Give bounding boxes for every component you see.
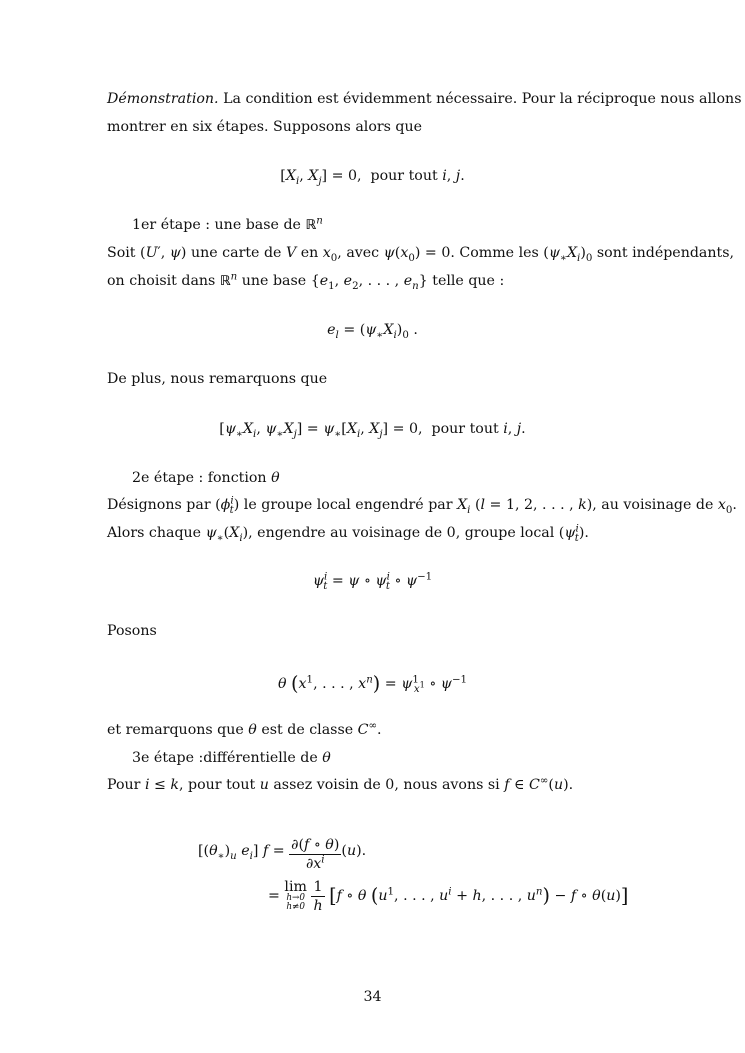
step1-line-1: Soit (U′, ψ) une carte de V en $x_0$, avec $\psi(x_0) = 0$. Comme les $(\psi_∗X_i)_0$ sont indépendants, bbox=[107, 245, 735, 264]
de-plus-line: De plus, nous remarquons que bbox=[107, 371, 328, 387]
equation-theta-definition: θ ($x^1$, . . . , $x^n) = \psi^1_{x^1}$ ∘ $\psi^{-1}$ bbox=[277, 672, 468, 695]
equation-differential-line-1: [$(\theta_∗)_u$ $e_i$] f = $\frac{\partial(f \circ \theta)}{\partial x^i}$ (u). bbox=[198, 837, 367, 873]
step1-title: 1er étape : une base de ℝ$^n$ bbox=[132, 215, 323, 233]
equation-pushforward-commutator: [$\psi_∗X_i$, $\psi_∗X_j] = \psi_∗[X_i$, $X_j] = 0$, pour tout i, j. bbox=[219, 421, 526, 440]
step2-line-1: Désignons par $(\phi^i_t)$ le groupe local engendré par $X_i$ (l = 1, 2, . . . , k), au voisinage de $x_0$. bbox=[107, 495, 737, 516]
proof-intro-line-2: montrer en six étapes. Supposons alors que bbox=[107, 119, 423, 135]
remark-line: et remarquons que θ est de classe C∞. bbox=[107, 720, 382, 738]
equation-basis: $e_l = (\psi_∗X_i)_0$ . bbox=[327, 322, 418, 341]
proof-intro-line bbox=[107, 91, 742, 107]
step1-line-2: on choisit dans ℝ$^n$ une base {$e_1$, $e_2$, . . . , $e_n$} telle que : bbox=[107, 271, 505, 292]
proof-label: Démonstration. bbox=[107, 91, 219, 107]
step3-title: 3e étape :différentielle de θ bbox=[132, 750, 331, 766]
equation-commutator: [$X_i$, $X_j] = 0$, pour tout i, j. bbox=[280, 168, 465, 187]
equation-local-group: $\psi^i_t = \psi$ ∘ $\psi^i_t$ ∘ $\psi^{-1}$ bbox=[312, 571, 433, 592]
step2-title: 2e étape : fonction θ bbox=[132, 470, 280, 486]
step2-line-2: Alors chaque $\psi_∗(X_i)$, engendre au voisinage de 0, groupe local $(\psi^i_t)$. bbox=[107, 523, 589, 544]
proof-intro-text: La condition est évidemment nécessaire. Pour la réciproque nous allons bbox=[223, 91, 742, 107]
page-number: 34 bbox=[363, 989, 382, 1005]
equation-differential-line-2: = lim h→0 h≠0 $\frac{1}{h}$ [f ∘ θ ($u^1$, . . . , $u^i + h$, . . . , $u^n) - f$ ∘ θ(u)] bbox=[268, 879, 629, 915]
posons-line: Posons bbox=[107, 623, 157, 639]
step3-line-1: Pour i ≤ k, pour tout u assez voisin de 0, nous avons si f ∈ C∞(u). bbox=[107, 775, 574, 793]
